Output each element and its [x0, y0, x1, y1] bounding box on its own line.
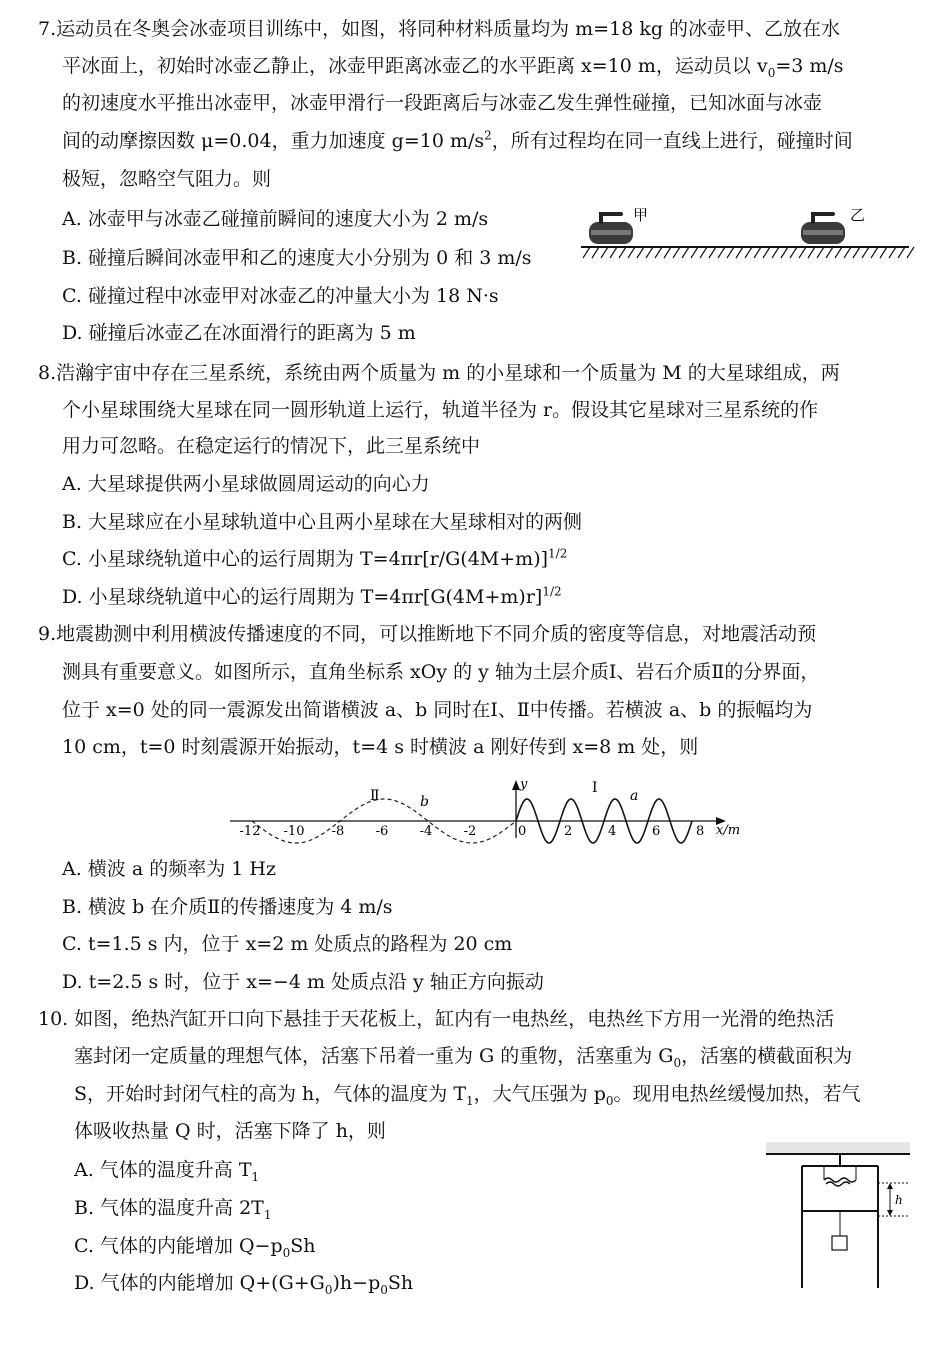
q7-option-a: A. 冰壶甲与冰壶乙碰撞前瞬间的速度大小为 2 m/s: [62, 208, 489, 230]
q8-option-b: B. 大星球应在小星球轨道中心且两小星球在大星球相对的两侧: [62, 511, 583, 533]
ground-hatch: [583, 247, 914, 258]
curling-stone-yi: [801, 214, 845, 244]
q9-option-c: C. t=1.5 s 内，位于 x=2 m 处质点的路程为 20 cm: [62, 933, 513, 955]
heating-wire: [824, 1166, 856, 1186]
h-label: h: [895, 1193, 903, 1207]
q7-line-1: 7.运动员在冬奥会冰壶项目训练中，如图，将同种材料质量均为 m=18 kg 的冰壶甲、乙放在水: [38, 18, 841, 40]
curling-stone-jia: [589, 214, 633, 244]
q10-line-2: 塞封闭一定质量的理想气体，活塞下吊着一重为 G 的重物，活塞重为 $G_0$，活塞的横截面积为: [74, 1045, 853, 1070]
y-axis-label: y: [520, 777, 528, 792]
wave-a-label: a: [630, 788, 639, 804]
q7-line-3: 的初速度水平推出冰壶甲，冰壶甲滑行一段距离后与冰壶乙发生弹性碰撞，已知冰面与冰壶: [62, 92, 823, 114]
curling-figure: [575, 200, 915, 270]
x-tick-label: 0: [518, 824, 527, 839]
q7-option-c: C. 碰撞过程中冰壶甲对冰壶乙的冲量大小为 18 N·s: [62, 285, 499, 307]
q10-line-4: 体吸收热量 Q 时，活塞下降了 h，则: [74, 1120, 386, 1142]
q9-line-3: 位于 x=0 处的同一震源发出简谐横波 a、b 同时在Ⅰ、Ⅱ中传播。若横波 a、b 的振幅均为: [62, 699, 813, 721]
x-tick-label: 2: [564, 824, 573, 839]
x-axis-label: x/m: [716, 823, 741, 838]
x-tick-label: 6: [652, 824, 661, 839]
q9-option-b: B. 横波 b 在介质Ⅱ的传播速度为 4 m/s: [62, 896, 393, 918]
ceiling-shade: [766, 1142, 910, 1154]
q10-option-c: C. 气体的内能增加 $Q-p_0Sh$: [74, 1235, 316, 1260]
x-tick-labels: [240, 824, 705, 839]
q7-line-2: 平冰面上，初始时冰壶乙静止，冰壶甲距离冰壶乙的水平距离 x=10 m，运动员以 $v_0=3$ m/s: [62, 55, 844, 80]
x-tick-label: -6: [375, 824, 389, 839]
q9-line-1: 9.地震勘测中利用横波传播速度的不同，可以推断地下不同介质的密度等信息，对地震活动预: [38, 623, 817, 645]
wave-figure: [220, 772, 750, 844]
q8-line-3: 用力可忽略。在稳定运行的情况下，此三星系统中: [62, 435, 481, 457]
q10-option-d: D. 气体的内能增加 $Q+(G+G_0)h-p_0Sh$: [74, 1272, 414, 1297]
cylinder-figure: [760, 1138, 915, 1293]
q7-option-d: D. 碰撞后冰壶乙在冰面滑行的距离为 5 m: [62, 322, 416, 344]
x-tick-label: 8: [696, 824, 705, 839]
q8-line-1: 8.浩瀚宇宙中存在三星系统，系统由两个质量为 m 的小星球和一个质量为 M 的大星球组成，两: [38, 362, 840, 384]
q8-option-d: D. 小星球绕轨道中心的运行周期为 $T=4\pi r[G(4M+m)r]^{1/2}$: [62, 584, 562, 608]
q8-option-c: C. 小星球绕轨道中心的运行周期为 $T=4\pi r[r/G(4M+m)]^{1/2}$: [62, 546, 568, 570]
q8-option-a: A. 大星球提供两小星球做圆周运动的向心力: [62, 473, 430, 495]
q9-option-d: D. t=2.5 s 时，位于 x=−4 m 处质点沿 y 轴正方向振动: [62, 971, 544, 993]
h-arrow-down: [887, 1210, 893, 1216]
q10-line-3: S，开始时封闭气柱的高为 h，气体的温度为 $T_1$，大气压强为 $p_0$。现用电热丝缓慢加热，若气: [74, 1083, 861, 1108]
y-axis-arrow: [512, 780, 520, 790]
h-arrow-up: [887, 1183, 893, 1189]
medium-I-label: Ⅰ: [592, 780, 598, 796]
q7-line-4: 间的动摩擦因数 μ=0.04，重力加速度 g=10 $m/s^2$，所有过程均在同一直线上进行，碰撞时间: [62, 128, 853, 152]
q8-line-2: 个小星球围绕大星球在同一圆形轨道上运行，轨道半径为 r。假设其它星球对三星系统的作: [62, 399, 819, 421]
q9-option-a: A. 横波 a 的频率为 1 Hz: [62, 858, 276, 880]
x-tick-label: -8: [331, 824, 345, 839]
wave-b-label: b: [420, 794, 429, 810]
x-tick-label: -10: [283, 824, 305, 839]
x-tick-label: 4: [608, 824, 617, 839]
q7-option-b: B. 碰撞后瞬间冰壶甲和乙的速度大小分别为 0 和 3 m/s: [62, 247, 532, 269]
q10-option-a: A. 气体的温度升高 $T_1$: [74, 1159, 260, 1184]
q7-line-5: 极短，忽略空气阻力。则: [62, 168, 272, 190]
medium-II-label: Ⅱ: [370, 788, 380, 804]
x-tick-label: -2: [463, 824, 477, 839]
label-jia: 甲: [633, 206, 649, 224]
q9-line-4: 10 cm，t=0 时刻震源开始振动，t=4 s 时横波 a 刚好传到 x=8 m 处，则: [62, 736, 699, 758]
q10-option-b: B. 气体的温度升高 $2T_1$: [74, 1197, 272, 1222]
hanging-weight: [832, 1236, 847, 1250]
q9-line-2: 测具有重要意义。如图所示，直角坐标系 xOy 的 y 轴为土层介质Ⅰ、岩石介质Ⅱ的分界面，: [62, 661, 820, 683]
q10-line-1: 10. 如图，绝热汽缸开口向下悬挂于天花板上，缸内有一电热丝，电热丝下方用一光滑的绝热活: [38, 1008, 835, 1030]
label-yi: 乙: [850, 206, 866, 224]
x-tick-label: -4: [419, 824, 433, 839]
x-tick-label: -12: [239, 824, 261, 839]
